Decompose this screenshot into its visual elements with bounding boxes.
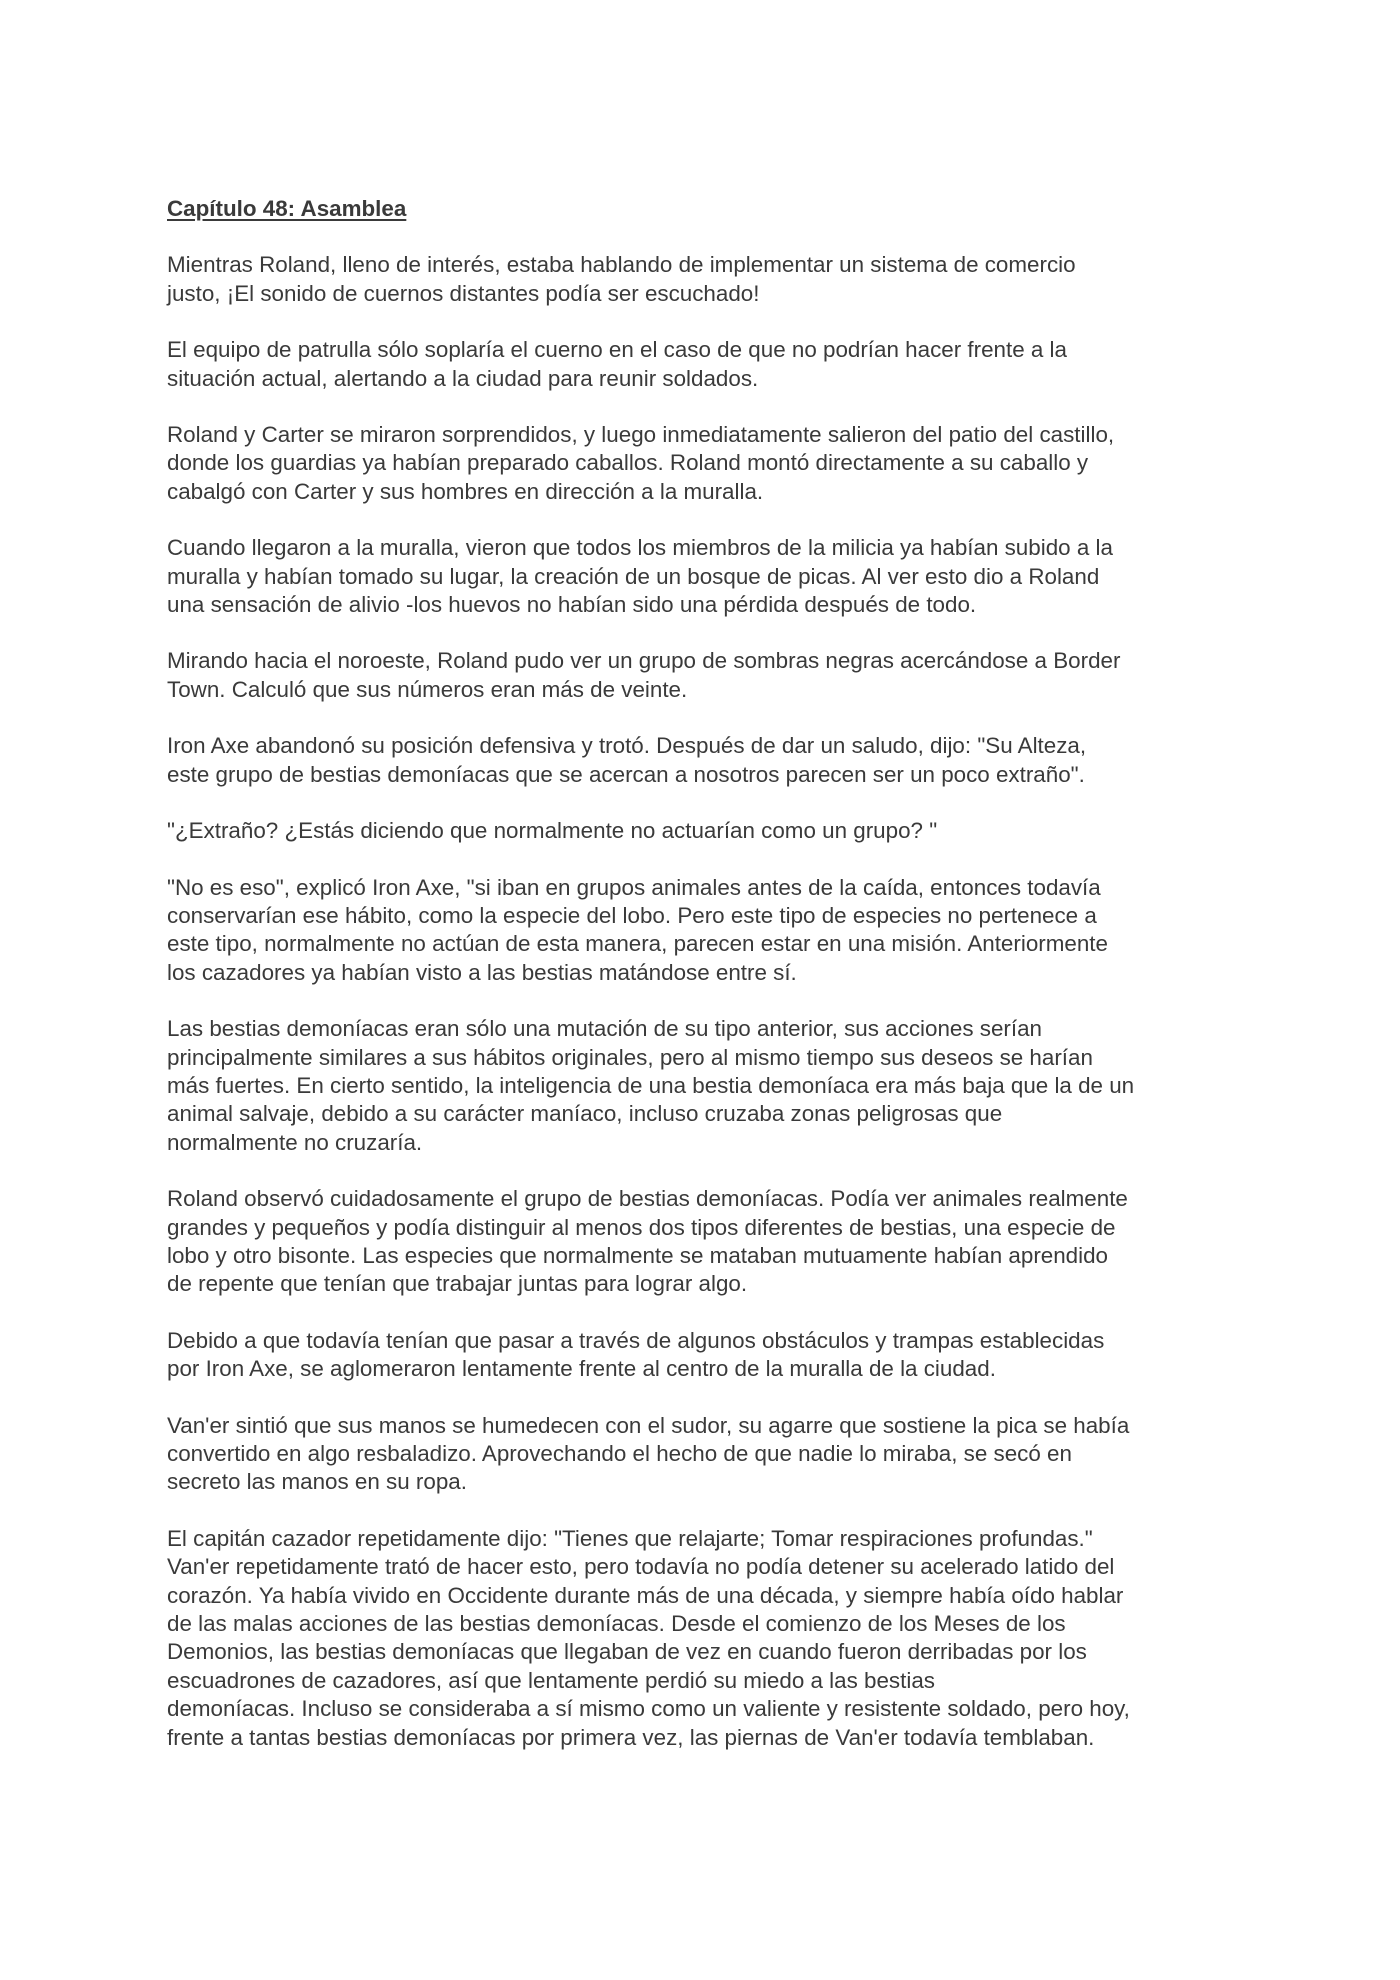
paragraph: "No es eso", explicó Iron Axe, "si iban en grupos animales antes de la caída, entonces todavía conservarían ese hábito, como la especie del lobo. Pero este tipo de especies no pertenece a este tipo, normalmente no actúan de esta manera, parecen estar en una misión. Anteriormente los cazadores ya habían visto a las bestias matándose entre sí. xyxy=(167,874,1108,985)
paragraph: Van'er sintió que sus manos se humedecen con el sudor, su agarre que sostiene la pica se había convertido en algo resbaladizo. Aprovechando el hecho de que nadie lo miraba, se secó en secreto las manos en su ropa. xyxy=(167,1412,1130,1495)
paragraph: Mientras Roland, lleno de interés, estaba hablando de implementar un sistema de comercio justo, ¡El sonido de cuernos distantes podía ser escuchado! xyxy=(167,252,1076,306)
document-page xyxy=(167,195,1247,1780)
paragraph: El equipo de patrulla sólo soplaría el cuerno en el caso de que no podrían hacer frente a la situación actual, alertando a la ciudad para reunir soldados. xyxy=(167,337,1067,391)
chapter-title: Capítulo 48: Asamblea xyxy=(167,196,407,221)
paragraph: Cuando llegaron a la muralla, vieron que todos los miembros de la milicia ya habían subido a la muralla y habían tomado su lugar, la creación de un bosque de picas. Al ver esto dio a Roland una sensación de alivio -los huevos no habían sido una pérdida después de todo. xyxy=(167,535,1113,618)
paragraph: Mirando hacia el noroeste, Roland pudo ver un grupo de sombras negras acercándose a Border Town. Calculó que sus números eran más de veinte. xyxy=(167,648,1121,702)
paragraph: "¿Extraño? ¿Estás diciendo que normalmente no actuarían como un grupo? " xyxy=(167,818,938,844)
paragraph: Las bestias demoníacas eran sólo una mutación de su tipo anterior, sus acciones serían principalmente similares a sus hábitos originales, pero al mismo tiempo sus deseos se harían más fuertes. En cierto sentido, la inteligencia de una bestia demoníaca era más baja que la de un animal salvaje, debido a su carácter maníaco, incluso cruzaba zonas peligrosas que normalmente no cruzaría. xyxy=(167,1016,1135,1155)
paragraph: Debido a que todavía tenían que pasar a través de algunos obstáculos y trampas establecidas por Iron Axe, se aglomeraron lentamente frente al centro de la muralla de la ciudad. xyxy=(167,1327,1105,1382)
paragraph: Roland y Carter se miraron sorprendidos, y luego inmediatamente salieron del patio del castillo, donde los guardias ya habían preparado caballos. Roland montó directamente a su caballo y cabalgó con Carter y sus hombres en dirección a la muralla. xyxy=(167,422,1115,504)
paragraph: El capitán cazador repetidamente dijo: "Tienes que relajarte; Tomar respiraciones profundas." Van'er repetidamente trató de hacer esto, pero todavía no podía detener su acelerado latido del corazón. Ya había vivido en Occidente durante más de una década, y siempre había oído hablar de las malas acciones de las bestias demoníacas. Desde el comienzo de los Meses de los Demonios, las bestias demoníacas que llegaban de vez en cuando fueron derribadas por los escuadrones de cazadores, así que lentamente perdió su miedo a las bestias demoníacas. Incluso se consideraba a sí mismo como un valiente y resistente soldado, pero hoy, frente a tantas bestias demoníacas por primera vez, las piernas de Van'er todavía temblaban. xyxy=(167,1525,1130,1750)
paragraph: Roland observó cuidadosamente el grupo de bestias demoníacas. Podía ver animales realmente grandes y pequeños y podía distinguir al menos dos tipos diferentes de bestias, una especie de lobo y otro bisonte. Las especies que normalmente se mataban mutuamente habían aprendido de repente que tenían que trabajar juntas para lograr algo. xyxy=(167,1186,1128,1297)
paragraph: Iron Axe abandonó su posición defensiva y trotó. Después de dar un saludo, dijo: "Su Alteza, este grupo de bestias demoníacas que se acercan a nosotros parecen ser un poco extraño". xyxy=(167,733,1087,787)
